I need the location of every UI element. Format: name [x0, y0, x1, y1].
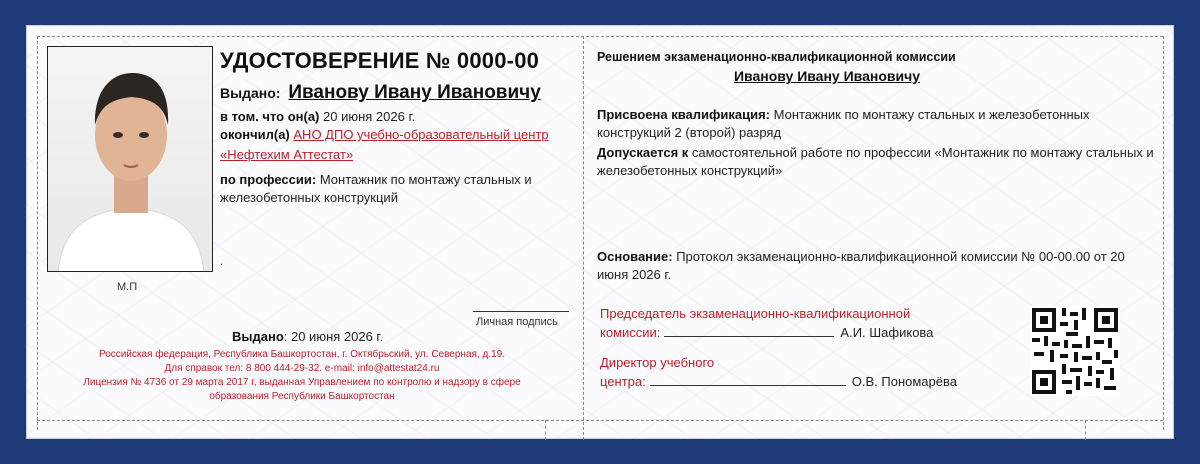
- issued-to-label: Выдано: [220, 85, 276, 101]
- stamp-mark: М.П: [117, 281, 138, 293]
- dashed-border-right: [1163, 36, 1164, 430]
- director-block: [600, 353, 957, 391]
- admission-paragraph: [597, 144, 1157, 180]
- address-line-4: образования Республики Башкортостан: [209, 391, 395, 402]
- issued-date-line: [232, 329, 383, 344]
- address-line-1: Российская федерация, Республика Башкортостан, г. Октябрьский, ул. Северная, д.19.: [98, 349, 505, 360]
- director-line2: центра:: [600, 374, 646, 389]
- org-name-line1: АНО ДПО учебно-образовательный центр: [293, 127, 549, 142]
- dashed-border-left: [37, 36, 38, 430]
- profession-line2-row: [220, 190, 398, 205]
- address-line-2: Для справок тел: 8 800 444-29-32. e-mail: info@attestat24.ru: [164, 363, 440, 374]
- basis-label: Основание:: [597, 249, 673, 264]
- issued-date-label: Выдано: [232, 329, 284, 344]
- profession-line1: Монтажник по монтажу стальных и: [319, 172, 532, 187]
- person-silhouette-icon: [48, 47, 213, 272]
- chair-name: А.И. Шафикова: [840, 325, 934, 340]
- profession-label: по профессии:: [220, 172, 317, 187]
- dashed-tick-left: [545, 420, 546, 440]
- that-line: [220, 109, 415, 124]
- admission-label: Допускается к: [597, 145, 689, 160]
- director-signature-line: [650, 375, 846, 386]
- profession-line2: железобетонных конструкций: [220, 190, 398, 205]
- basis-text: Протокол экзаменационно-квалификационной комиссии № 00-00.00 от 20 июня 2026 г.: [597, 249, 1125, 282]
- qualification-label: Присвоена квалификация:: [597, 107, 770, 122]
- chair-line2: комиссии:: [600, 325, 661, 340]
- chair-signature-line: [664, 326, 834, 337]
- director-line2-row: [600, 372, 957, 391]
- director-name: О.В. Пономарёва: [851, 374, 957, 389]
- chair-block: [600, 304, 933, 342]
- issued-date-value: : 20 июня 2026 г.: [283, 329, 384, 344]
- issued-to-name: Иванову Ивану Ивановичу: [288, 82, 541, 103]
- signature-label: Личная подпись: [476, 316, 558, 328]
- finished-line: [220, 127, 549, 142]
- dashed-border-top: [37, 36, 1163, 37]
- dashed-border-bottom: [37, 420, 1163, 421]
- decision-heading: Решением экзаменационно-квалификационной комиссии: [597, 50, 956, 64]
- finished-label: окончил(а): [220, 127, 290, 142]
- qualification-text: Монтажник по монтажу стальных и железобетонных конструкций 2 (второй) разряд: [597, 107, 1090, 140]
- issued-to-line: Выдано: Иванову Ивану Ивановичу: [220, 82, 541, 103]
- basis-paragraph: [597, 248, 1157, 284]
- chair-line2-row: [600, 323, 933, 342]
- org-name-line2: «Нефтехим Аттестат»: [220, 147, 354, 162]
- qualification-paragraph: [597, 106, 1157, 142]
- qr-code-icon: [1030, 306, 1120, 396]
- dot-mark: .: [220, 256, 224, 268]
- decision-name: Иванову Ивану Ивановичу: [733, 68, 921, 84]
- that-label: в том. что он(а): [220, 109, 320, 124]
- dashed-tick-right: [1085, 420, 1086, 440]
- that-date: 20 июня 2026 г.: [323, 109, 416, 124]
- chair-line1: Председатель экзаменационно-квалификационной: [600, 306, 911, 321]
- org-line2-row: [220, 147, 353, 162]
- address-line-3: Лицензия № 4736 от 29 марта 2017 г, выданная Управлением по контролю и надзору в сфере: [83, 377, 521, 388]
- signature-line: [473, 311, 569, 312]
- person-photo: [47, 46, 213, 272]
- certificate-title: УДОСТОВЕРЕНИЕ № 0000-00: [220, 48, 540, 73]
- certificate-card: [26, 25, 1174, 439]
- admission-text: самостоятельной работе по профессии «Монтажник по монтажу стальных и железобетонных конструкций»: [597, 145, 1154, 178]
- director-line1: Директор учебного: [600, 355, 715, 370]
- dashed-fold-line: [583, 36, 584, 440]
- profession-line1-row: [220, 172, 532, 187]
